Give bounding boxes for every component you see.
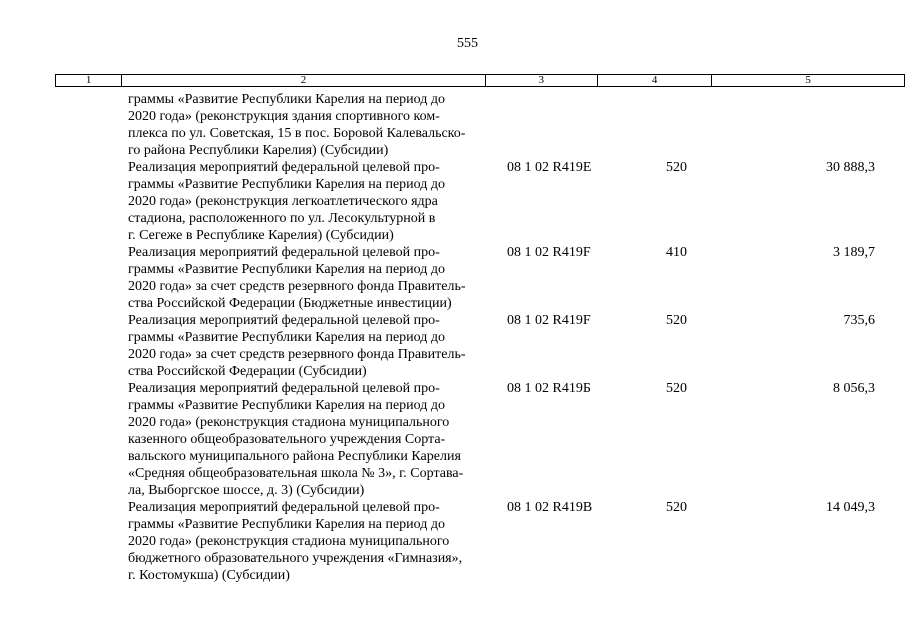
row-amount: 30 888,3 (826, 160, 875, 175)
row-amount: 14 049,3 (826, 500, 875, 515)
row-expense-type: 520 (666, 500, 687, 515)
table-row (0, 499, 905, 584)
row-expense-type: 520 (666, 313, 687, 328)
row-expense-type: 520 (666, 160, 687, 175)
row-description: Реализация мероприятий федеральной целевой про- граммы «Развитие Республики Карелия на период до 2020 года» (реконструкция легкоатлетического ядра стадиона, расположенного по ул. Лесокультурной в г. Сегеже в Республике Карелия) (Субсидии) (128, 160, 446, 243)
row-description: граммы «Развитие Республики Карелия на период до 2020 года» (реконструкция здания спортивного ком- плекса по ул. Советская, 15 в пос. Боровой Калевальско- го района Республики Карелия) (Субсидии) (128, 92, 466, 158)
column-header-4: 4 (597, 75, 711, 87)
row-description: Реализация мероприятий федеральной целевой про- граммы «Развитие Республики Карелия на период до 2020 года» (реконструкция стадиона муниципального бюджетного образовательного учреждения «Гимназия», г. Костомукша) (Субсидии) (128, 500, 463, 583)
row-code: 08 1 02 R419F (507, 245, 591, 260)
budget-rows (0, 91, 905, 584)
column-header-1: 1 (56, 75, 122, 87)
row-code: 08 1 02 R419В (507, 500, 593, 515)
table-row (0, 312, 905, 380)
row-expense-type: 520 (666, 381, 687, 396)
row-code: 08 1 02 R419E (507, 160, 592, 175)
row-expense-type: 410 (666, 245, 687, 260)
row-description: Реализация мероприятий федеральной целевой про- граммы «Развитие Республики Карелия на период до 2020 года» за счет средств резервного фонда Правитель- ства Российской Федерации (Бюджетные инвестиции) (128, 245, 466, 311)
column-header-3: 3 (485, 75, 597, 87)
page-number: 555 (457, 36, 478, 51)
column-header-5: 5 (712, 75, 905, 87)
column-header-row (56, 75, 905, 87)
row-description: Реализация мероприятий федеральной целевой про- граммы «Развитие Республики Карелия на период до 2020 года» (реконструкция стадиона муниципального казенного общеобразовательного учреждения Сорта- вальского муниципального района Республики Карелия «Средняя общеобразовательная школа № 3», г. Сортава- ла, Выборгское шоссе, д. 3) (Субсидии) (128, 381, 464, 498)
row-amount: 735,6 (843, 313, 875, 328)
table-row (0, 159, 905, 244)
row-amount: 8 056,3 (833, 381, 875, 396)
table-row (0, 244, 905, 312)
column-header-2: 2 (122, 75, 485, 87)
row-description: Реализация мероприятий федеральной целевой про- граммы «Развитие Республики Карелия на период до 2020 года» за счет средств резервного фонда Правитель- ства Российской Федерации (Субсидии) (128, 313, 466, 379)
row-code: 08 1 02 R419F (507, 313, 591, 328)
table-row (0, 91, 905, 159)
table-row (0, 380, 905, 499)
column-header-table (55, 74, 905, 87)
row-amount: 3 189,7 (833, 245, 875, 260)
row-code: 08 1 02 R419Б (507, 381, 591, 396)
